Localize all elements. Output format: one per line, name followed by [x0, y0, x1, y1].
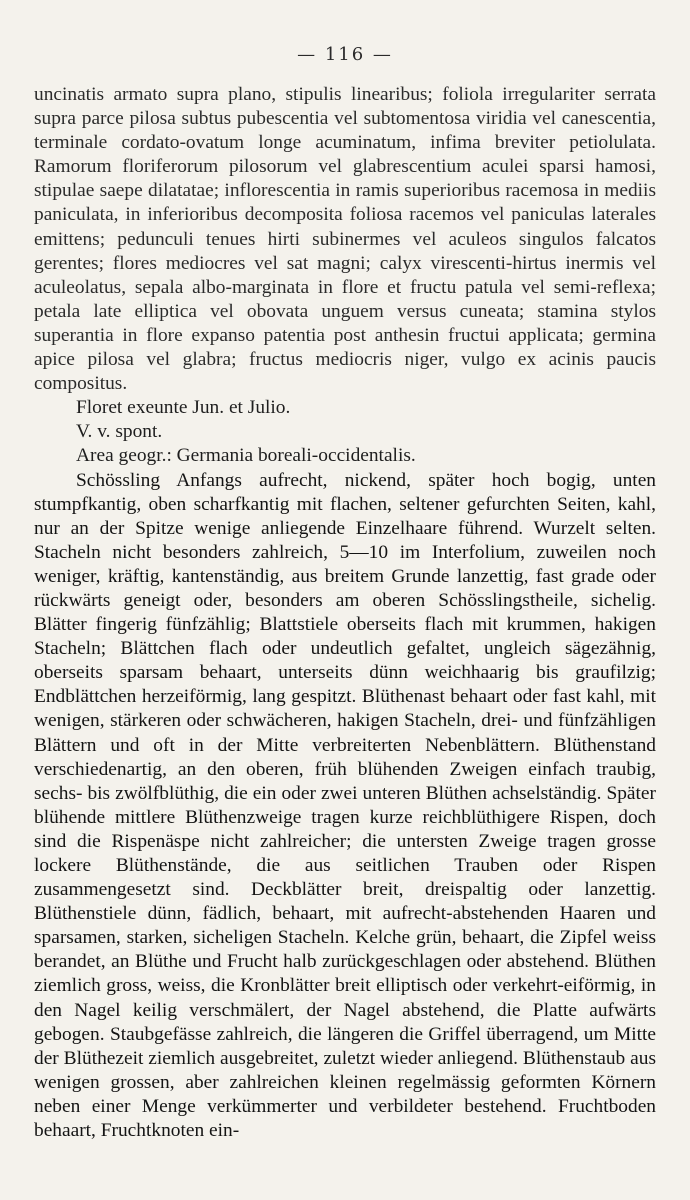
- page-number: — 116 —: [297, 44, 393, 65]
- latin-description: uncinatis armato supra plano, stipulis linearibus; foliola irregulariter serrata supra parce pilosa subtus pubescentia vel subtomentosa viridia vel canescentia, terminale cordato-ovatum longe acuminatum, infima breviter petiolulata. Ramorum floriferorum pilosorum vel glabrescentium aculei sparsi hamosi, stipulae saepe dilatatae; inflorescentia in ramis superioribus racemosa in mediis paniculata, in inferioribus decomposita foliosa racemos vel paniculas laterales emittens; pedunculi tenues hirti subinermes vel aculeos singulos falcatos gerentes; flores mediocres vel sat magni; calyx virescenti-hirtus inermis vel aculeolatus, sepala albo-marginata in flore et fructu patula vel semi-reflexa; petala late elliptica vel obovata unguem versus cuneata; stamina stylos superantia in flore expanso patentia post anthesin fructui applicata; germina apice pilosa vel glabra; fructus mediocris niger, vulgo ex acinis paucis compositus.: [34, 84, 656, 395]
- voucher-note: V. v. spont.: [76, 421, 163, 443]
- german-description: Schössling Anfangs aufrecht, nickend, später hoch bogig, unten stumpfkantig, oben scharfkantig mit flachen, seltener gefurchten Seiten, kahl, nur an der Spitze wenige anliegende Einzelhaare führend. Wurzelt selten. Stacheln nicht besonders zahlreich, 5—10 im Interfolium, zuweilen noch weniger, kräftig, kantenständig, aus breitem Grunde lanzettig, fast grade oder rückwärts geneigt oder, besonders am oberen Schösslingstheile, sichelig. Blätter fingerig fünfzählig; Blattstiele oberseits flach mit krummen, hakigen Stacheln; Blättchen flach oder undeutlich gefaltet, ungleich sägezähnig, oberseits sparsam behaart, unterseits dünn weichhaarig bis graufilzig; Endblättchen herzeiförmig, lang gespitzt. Blüthenast behaart oder fast kahl, mit wenigen, stärkeren oder schwächeren, hakigen Stacheln, drei- und fünfzähligen Blättern und oft in der Mitte verbreiterten Nebenblättern. Blüthenstand verschiedenartig, an den oberen, früh blühenden Zweigen einfach traubig, sechs- bis zwölfblüthig, die ein oder zwei unteren Blüthen achselständig. Später blühende mittlere Blüthenzweige tragen kurze reichblüthigere Rispen, doch sind die Rispenäspe nicht zahlreicher; die untersten Zweige tragen grosse lockere Blüthenstände, die aus seitlichen Trauben oder Rispen zusammengesetzt sind. Deckblätter breit, dreispaltig oder lanzettig. Blüthenstiele dünn, fädlich, behaart, mit aufrecht-abstehenden Haaren und sparsamen, starken, sicheligen Stacheln. Kelche grün, behaart, die Zipfel weiss berandet, an Blüthe und Frucht halb zurückgeschlagen oder abstehend. Blüthen ziemlich gross, weiss, die Kronblätter breit elliptisch oder verkehrt-eiförmig, in den Nagel keilig verschmälert, der Nagel abstehend, die Platte aufwärts gebogen. Staubgefässe zahlreich, die längeren die Griffel überragend, um Mitte der Blüthezeit ziemlich ausgebreitet, zuletzt wieder anliegend. Blüthenstaub aus wenigen grossen, aber zahlreichen kleinen regelmässig geformten Körnern neben einer Menge verkümmerter und verbildeter bestehend. Fruchtboden behaart, Fruchtknoten ein-: [34, 469, 656, 1142]
- geographic-area: Area geogr.: Germania boreali-occidentalis.: [76, 445, 416, 467]
- flowering-period: Floret exeunte Jun. et Julio.: [76, 397, 291, 419]
